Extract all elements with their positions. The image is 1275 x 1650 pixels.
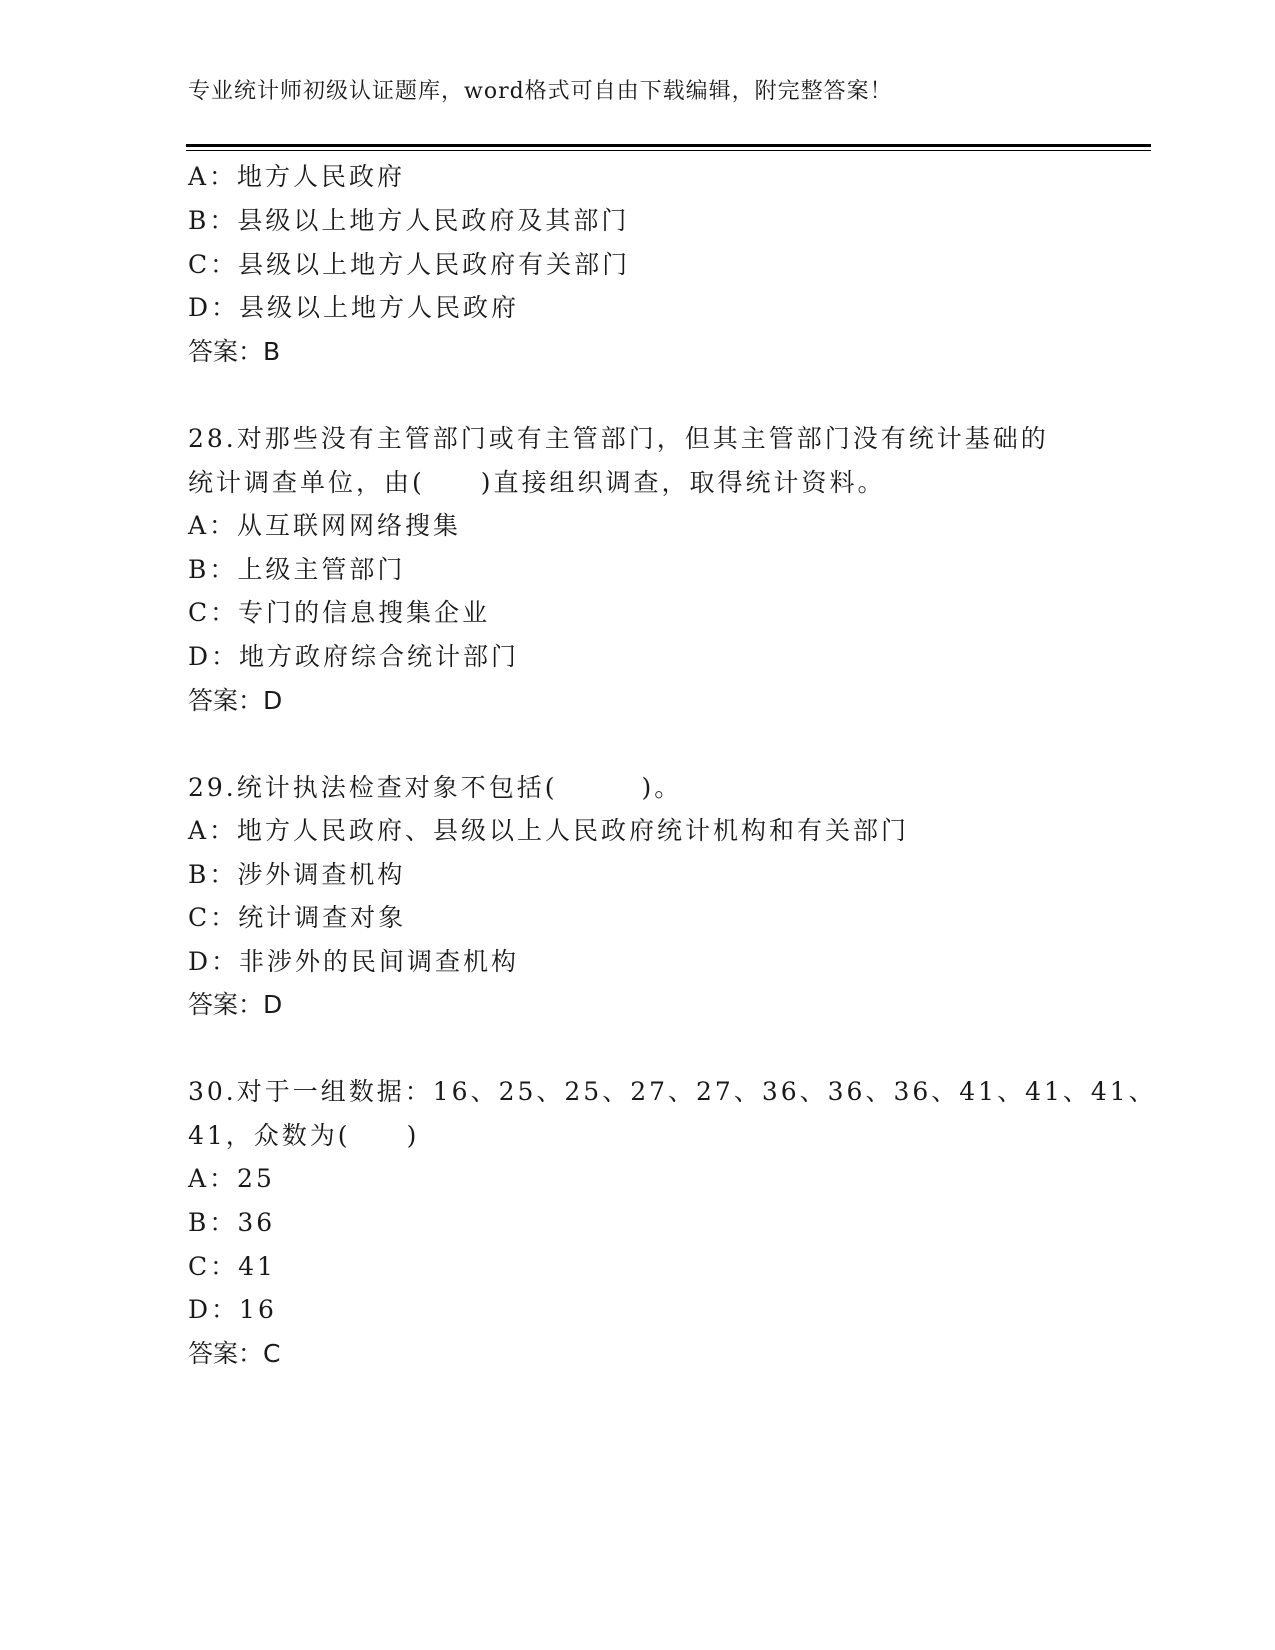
prev-option-a: A：地方人民政府: [188, 162, 406, 191]
q28-answer: 答案：D: [188, 686, 283, 715]
page-header: 专业统计师初级认证题库，word格式可自由下载编辑，附完整答案！: [188, 79, 893, 104]
q30-option-c: C：41: [188, 1252, 276, 1281]
q29-option-a: A：地方人民政府、县级以上人民政府统计机构和有关部门: [188, 816, 910, 845]
q30-option-a: A：25: [188, 1164, 275, 1193]
q29-option-c: C：统计调查对象: [188, 903, 407, 932]
q28-stem-line2: 统计调查单位，由( )直接组织调查，取得统计资料。: [188, 468, 886, 497]
q29-option-d: D：非涉外的民间调查机构: [188, 947, 520, 976]
q29-stem-line1: 29.统计执法检查对象不包括( )。: [188, 773, 683, 802]
prev-option-c: C：县级以上地方人民政府有关部门: [188, 250, 631, 279]
prev-answer: 答案：B: [188, 337, 281, 366]
q28-option-d: D：地方政府综合统计部门: [188, 642, 520, 671]
q28-option-c: C：专门的信息搜集企业: [188, 598, 491, 627]
q29-option-b: B：涉外调查机构: [188, 860, 406, 889]
q28-option-a: A：从互联网网络搜集: [188, 511, 462, 540]
q28-option-b: B：上级主管部门: [188, 555, 406, 584]
q30-answer: 答案：C: [188, 1339, 281, 1368]
q30-option-b: B：36: [188, 1208, 276, 1237]
prev-option-b: B：县级以上地方人民政府及其部门: [188, 206, 630, 235]
header-rule-thin: [186, 150, 1151, 151]
q29-answer: 答案：D: [188, 990, 283, 1019]
q30-option-d: D：16: [188, 1295, 277, 1324]
q30-stem-line2: 41，众数为( ): [188, 1121, 420, 1150]
q30-stem-line1: 30.对于一组数据：16、25、25、27、27、36、36、36、41、41、41、: [188, 1077, 1157, 1106]
q28-stem-line1: 28.对那些没有主管部门或有主管部门，但其主管部门没有统计基础的: [188, 424, 1049, 453]
header-rule-thick: [186, 144, 1151, 147]
prev-option-d: D：县级以上地方人民政府: [188, 293, 520, 322]
